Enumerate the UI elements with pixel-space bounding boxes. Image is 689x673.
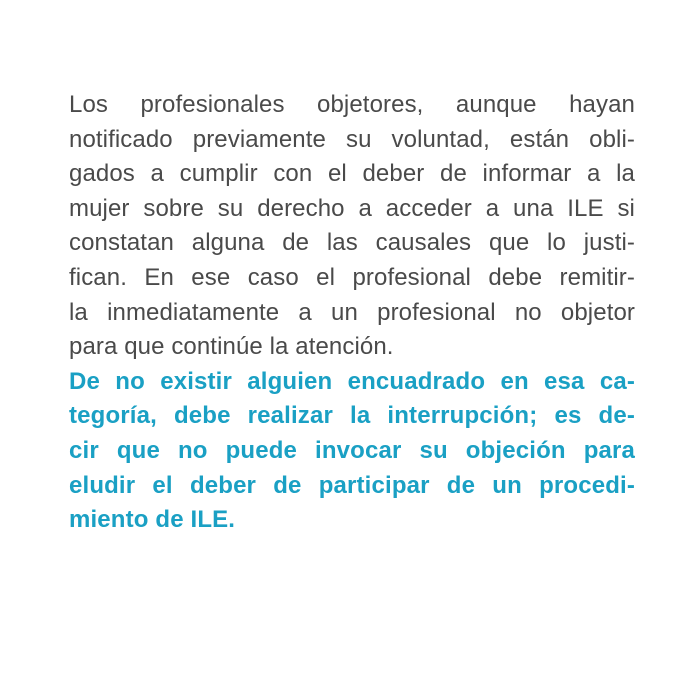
highlight-line: cir que no puede invocar su objeción para [69, 436, 635, 464]
body-line: mujer sobre su derecho a acceder a una ILE si [69, 194, 635, 222]
body-line: constatan alguna de las causales que lo justi- [69, 229, 635, 257]
body-line: Los profesionales objetores, aunque hayan [69, 91, 635, 118]
highlight-line: eludir el deber de participar de un procedi- [69, 471, 635, 499]
highlight-line: tegoría, debe realizar la interrupción; es de- [69, 402, 635, 430]
highlight-line: De no existir alguien encuadrado en esa ca- [69, 367, 635, 395]
body-line: fican. En ese caso el profesional debe remitir- [69, 263, 635, 291]
highlight-line: miento de ILE. [69, 506, 236, 534]
highlighted-paragraph [69, 365, 635, 538]
body-line: la inmediatamente a un profesional no objetor [69, 298, 635, 326]
body-line: para que continúe la atención. [69, 333, 394, 361]
body-paragraph [69, 88, 635, 365]
text-block [69, 88, 635, 538]
body-line: notificado previamente su voluntad, están obli- [69, 125, 635, 153]
body-line: gados a cumplir con el deber de informar a la [69, 160, 635, 188]
